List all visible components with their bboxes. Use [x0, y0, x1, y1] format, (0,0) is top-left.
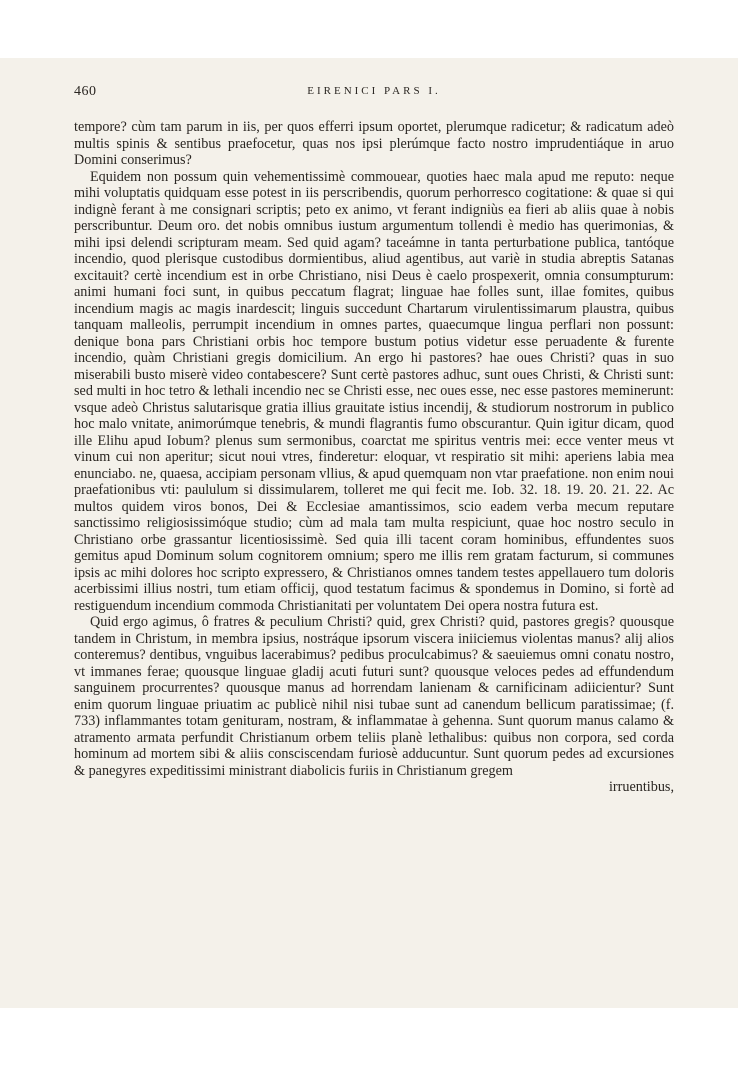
- catchword: irruentibus,: [608, 779, 674, 795]
- paragraph-quid-ergo: Quid ergo agimus, ô fratres & peculium Christi? quid, grex Christi? quid, pastores gregis? quousque tandem in Christum, in membra ipsius, nostráque ipsorum viscera iniiciemus violentas manus? alij alios conteremus? dentibus, vnguibus lacerabimus? pedibus proculcabimus? & saeuiemus omni conatu nostro, vt immanes ferae; quousque linguae gladij acuti futuri sunt? quousque veloces pedes ad effundendum sanguinem procurrentes? quousque manus ad horrendam lanienam & carnificinam adiicientur? Sunt enim quorum linguae priuatim ac publicè nihil nisi tubae sunt ad canendum bellicum paratissimae; (f. 733) inflammantes totam genituram, nostram, & inflammatae à gehenna. Sunt quorum manus calamo & atramento armata perfundit Christianum orbem teliis planè lethalibus: quibus non corpora, sed corda hominum ad mortem sibi & aliis consciscendam furiosè adducuntur. Sunt quorum pedes ad excursiones & panegyres expeditissimi ministrant diabolicis furiis in Christianum gregem: [74, 614, 674, 779]
- running-head: EIRENICI PARS I.: [307, 85, 441, 97]
- paragraph-equidem: Equidem non possum quin vehementissimè commouear, quoties haec mala apud me reputo: neque mihi voluptatis quidquam esse potest in iis perscribendis, quorum perhorresco cogitatione: & quae si qui indignè ferant à me consignari scriptis; peto ex animo, vt ferant indigniùs ea fieri ab aliis quae à nobis perscribuntur. Deum oro. det nobis omnibus iustum argumentum tollendi è medio has querimonias, & mihi ipsi delendi scripturam meam. Sed quid agam? taceámne in tanta perturbatione publica, tantóque incendio, quod plerisque custodibus dormientibus, aliud agentibus, aut variè in studia abreptis Satanas excitauit? certè incendium est in orbe Christiano, nisi Deus è caelo prospexerit, omnia consumpturum: animi humani foci sunt, in quibus peccatum flagrat; linguae hae folles sunt, illae fomites, quibus incendium magis ac magis inardescit; linguis succedunt Chartarum virulentissimarum plaustra, quibus tanquam malleolis, perrumpit incendium in omnes partes, quaecumque lingua perflari non possunt: denique bona pars Christiani orbis hoc tempore bustum potius videtur esse peruadente & furente incendio, quàm Christiani gregis domicilium. An ergo hi pastores? hae oues Christi? quas in suo miserabili busto miserè video contabescere? Sunt certè pastores adhuc, sunt oues Christi, & Christi sunt: sed multi in hoc tetro & lethali incendio nec se Christi esse, nec oues esse, nec esse pastores meminerunt: vsque adeò Christus salutarisque gratia illius grauitate istius incendij, & studiorum nostrorum in publico hoc malo vnitate, animorúmque tenebris, & mundi flagrantis fumo obscurantur. Quin igitur dicam, quod ille Elihu apud Iobum? plenus sum sermonibus, coarctat me spiritus ventris mei: ecce venter meus vt vinum cui non aperitur; sicut noui vtres, finderetur: eloquar, vt respiratio sit mihi: aperiens labia mea enunciabo. ne, quaesa, accipiam personam vllius, & apud quemquam non vtar praefatione. non enim noui praefationibus vti: paululum si dissimularem, tolleret me qui fecit me. Iob. 32. 18. 19. 20. 21. 22. Ac multos quidem viros bonos, Dei & Ecclesiae amantissimos, scio eadem verba mecum reputare sanctissimo religiosissimóque studio; cùm ad mala tam multa respiciunt, quae hoc nostro seculo in Christiano orbe grassantur licentiosissimè. Sed quia illi tacent coram hominibus, effundentes suos gemitus apud Dominum solum cognitorem omnium; spero me illis rem gratam facturum, si communes ipsis ac mihi dolores hoc scripto expressero, & Christianos omnes tandem testes appellauero tum doloris acerbissimi illius nostri, tum etiam officij, quod testatum facimus & spondemus in Domino, si fortè ad restiguendum incendium commoda Christianitati per voluntatem Dei opera nostra futura est.: [74, 168, 674, 614]
- book-page: [0, 58, 738, 1008]
- page-header: [74, 84, 674, 102]
- page-number: 460: [74, 84, 97, 99]
- body-text: [74, 119, 674, 796]
- paragraph-continuation: tempore? cùm tam parum in iis, per quos efferri ipsum oportet, plerumque radicetur; & radicatum adeò multis spinis & sentibus praefocetur, quas nos ipsi plerúmque facto nostro imprudentiáque in aruo Domini conserimus?: [74, 119, 674, 168]
